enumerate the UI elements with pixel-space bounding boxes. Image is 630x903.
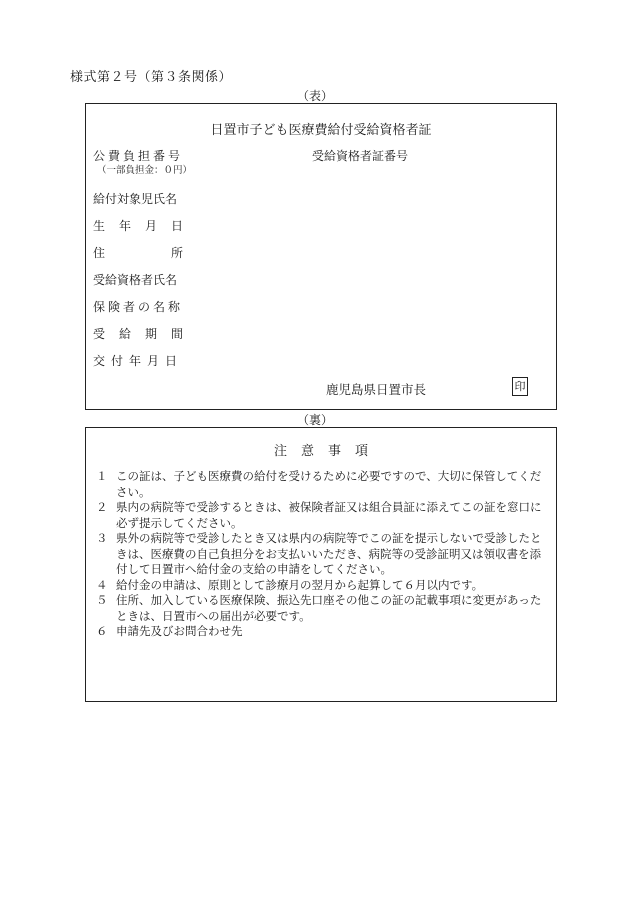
notes-list	[96, 469, 546, 640]
front-side-label: （表）	[296, 89, 333, 103]
note-item: ３ 県外の病院等で受診したとき又は県内の病院等でこの証を提示しないで受診したときは、医療費の自己負担分をお支払いいただき、病院等の受診証明又は領収書を添付して日置市へ給付金の支給の申請をしてください。	[96, 531, 542, 576]
birth-date-label: 生 年 月 日	[93, 219, 183, 233]
note-item: ４ 給付金の申請は、原則として診療月の翌月から起算して６月以内です。	[96, 577, 484, 592]
back-section	[85, 427, 557, 702]
note-item: １ この証は、子ども医療費の給付を受けるために必要ですので、大切に保管してください。	[96, 469, 542, 499]
front-section	[85, 103, 557, 410]
copay-note: （一部負担金：０円）	[97, 165, 193, 176]
issuer-name: 鹿児島県日置市長	[326, 382, 427, 397]
back-side-label: （裏）	[296, 413, 333, 427]
note-item: ２ 県内の病院等で受診するときは、被保険者証又は組合員証に添えてこの証を窓口に必ず提示してください。	[96, 500, 542, 530]
certificate-number-label: 受給資格者証番号	[312, 149, 409, 163]
issue-date-label: 交付年月日	[93, 354, 184, 368]
public-payer-label: 公費負担番号	[93, 149, 184, 163]
insurer-name-label: 保険者の名称	[93, 300, 184, 314]
note-item: ５ 住所、加入している医療保険、振込先口座その他この証の記載事項に変更があったときは、日置市への届出が必要です。	[96, 593, 542, 623]
form-number: 様式第２号（第３条関係）	[70, 70, 233, 85]
certificate-title: 日置市子ども医療費給付受給資格者証	[210, 123, 432, 138]
benefit-period-label: 受 給 期 間	[93, 327, 183, 341]
note-item: ６ 申請先及びお問合わせ先	[96, 624, 243, 638]
recipient-name-label: 受給資格者氏名	[93, 273, 178, 287]
seal-stamp: 印	[512, 377, 528, 396]
child-name-label: 給付対象児氏名	[93, 192, 178, 206]
notes-title: 注意事項	[273, 444, 382, 459]
address-label: 住 所	[93, 246, 183, 260]
